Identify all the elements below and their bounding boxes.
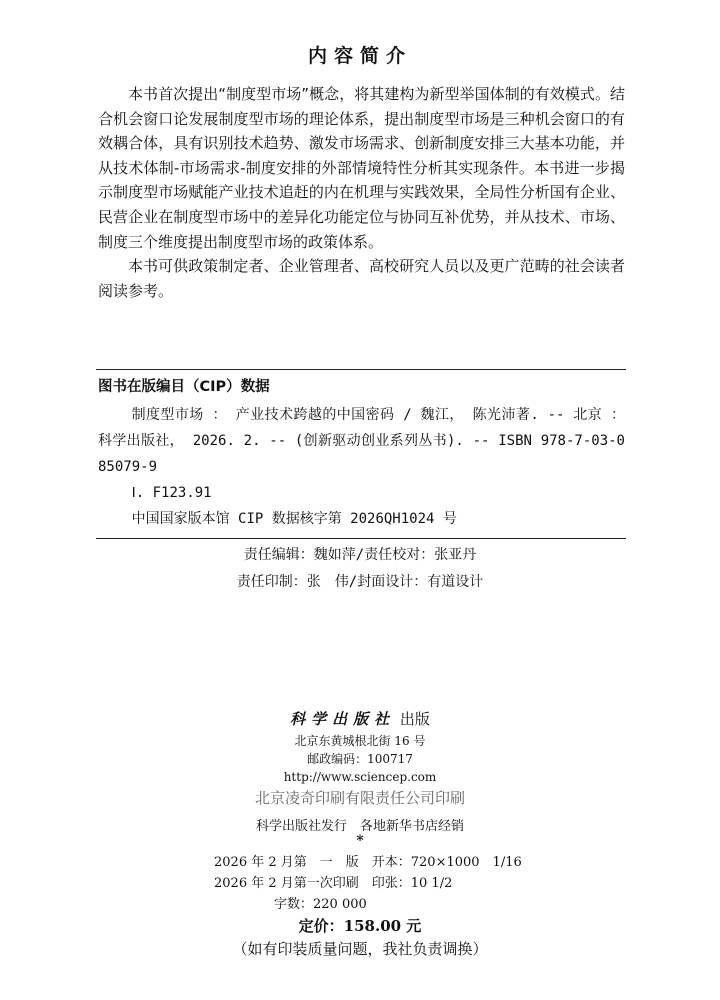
bottom-divider bbox=[96, 538, 626, 539]
publisher-block bbox=[0, 708, 720, 786]
staff-line-production: 责任印制：张 伟/封面设计：有道设计 bbox=[236, 574, 484, 590]
abstract-section bbox=[98, 82, 625, 303]
printer-name: 北京凌奇印刷有限责任公司印刷 bbox=[254, 789, 465, 807]
spec-wordcount: 字数：220 000 bbox=[274, 897, 367, 912]
quality-notice: （如有印装质量问题，我社负责调换） bbox=[232, 940, 488, 958]
publisher-name-line bbox=[0, 708, 720, 729]
spec-edition: 2026 年 2 月第 一 版 开本：720×1000 1/16 bbox=[214, 855, 522, 870]
publisher-suffix: 出版 bbox=[399, 710, 430, 728]
page-title: 内容简介 bbox=[307, 45, 412, 67]
separator-star: * bbox=[356, 833, 364, 849]
distribution-line: 科学出版社发行 各地新华书店经销 bbox=[255, 819, 464, 834]
cip-record: 中国国家版本馆 CIP 数据核字第 2026QH1024 号 bbox=[131, 511, 457, 527]
cip-section bbox=[98, 377, 625, 532]
cip-classification: Ⅰ. F123.91 bbox=[131, 485, 212, 501]
staff-line-editors: 责任编辑：魏如萍/责任校对：张亚丹 bbox=[243, 547, 477, 563]
price-line: 定价：158.00 元 bbox=[298, 917, 422, 935]
publisher-url: http://www.sciencep.com bbox=[283, 770, 437, 784]
abstract-paragraph-2: 本书可供政策制定者、企业管理者、高校研究人员以及更广范畴的社会读者阅读参考。 bbox=[98, 257, 625, 300]
cip-heading: 图书在版编目（CIP）数据 bbox=[98, 379, 270, 395]
publisher-logo: 科学出版社 bbox=[290, 710, 396, 728]
abstract-paragraph-1: 本书首次提出“制度型市场”概念，将其建构为新型举国体制的有效模式。结合机会窗口论发展制度型市场的理论体系，提出制度型市场是三种机会窗口的有效耦合体，具有识别技术趋势、激发市场需求、创新制度安排三大基本功能，并从技术体制-市场需求-制度安排的外部情境特性分析其实现条件。本书进一步揭示制度型市场赋能产业技术追赶的内在机理与实践效果，全局性分析国有企业、民营企业在制度型市场中的差异化功能定位与协同互补优势，并从技术、市场、制度三个维度提出制度型市场的政策体系。 bbox=[98, 85, 625, 251]
publisher-postcode: 邮政编码：100717 bbox=[307, 752, 413, 766]
book-specs bbox=[214, 852, 522, 915]
publisher-address: 北京东黄城根北街 16 号 bbox=[294, 734, 426, 748]
cip-body: 制度型市场 ： 产业技术跨越的中国密码 / 魏江， 陈光沛著. -- 北京 ： 科学出版社， 2026. 2. -- (创新驱动创业系列丛书). -- ISBN 978-7-03-085079-9 bbox=[98, 407, 625, 475]
top-divider bbox=[96, 369, 626, 370]
spec-printing: 2026 年 2 月第一次印刷 印张：10 1/2 bbox=[214, 876, 453, 891]
